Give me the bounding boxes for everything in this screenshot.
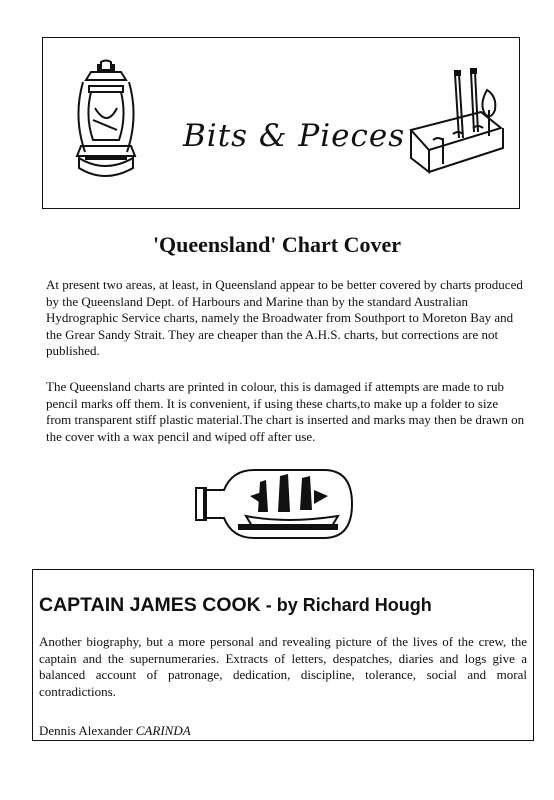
pen-holder-icon bbox=[403, 68, 513, 188]
header-box bbox=[42, 37, 520, 209]
book-author-byline: - by Richard Hough bbox=[260, 595, 432, 615]
page-title: Bits & Pieces bbox=[183, 118, 406, 154]
review-body: Another biography, but a more personal and revealing picture of the lives of the crew, the captain and the supernumeraries. Extracts of letters, despatches, diaries and logs give a balanced account of patronage, dedication, discipline, tolerance, social and moral contradictions. bbox=[39, 634, 527, 699]
lantern-icon bbox=[71, 58, 141, 183]
ship-in-bottle-icon bbox=[190, 462, 360, 542]
book-title: CAPTAIN JAMES COOK bbox=[39, 594, 261, 616]
article-paragraph-2: The Queensland charts are printed in colour, this is damaged if attempts are made to rub pencil marks off them. It is convenient, if using these charts,to make up a folder to size from transparent stiff plastic material.The chart is inserted and marks may then be drawn on the cover with a wax pencil and wiped off after use. bbox=[46, 379, 525, 444]
book-review-box bbox=[32, 569, 534, 741]
review-signature bbox=[39, 723, 191, 739]
article-paragraph-1: At present two areas, at least, in Queensland appear to be better covered by charts produced by the Queensland Dept. of Harbours and Marine than by the standard Australian Hydrographic Service charts, namely the Broadwater from Southport to Moreton Bay and the Grear Sandy Strait. They are cheaper than the A.H.S. charts, but corrections are not published. bbox=[46, 277, 523, 358]
boat-name: CARINDA bbox=[135, 723, 191, 738]
review-heading bbox=[39, 594, 432, 617]
article-title: 'Queensland' Chart Cover bbox=[152, 232, 402, 257]
reviewer-name: Dennis Alexander bbox=[39, 723, 136, 738]
